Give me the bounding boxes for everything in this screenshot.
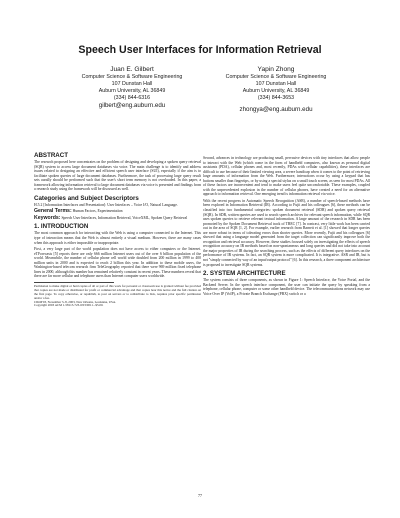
author-email: zhongya@eng.auburn.edu	[239, 106, 313, 114]
conference-line: CIKM'03, November 3–8, 2003, New Orleans, Louisiana, USA.	[34, 299, 116, 304]
copyright-line: Copyright 2003 ACM 1-58113-723-0/03/0011...$5.00.	[34, 303, 104, 308]
footnote-divider	[34, 282, 114, 283]
abstract-text: The research proposed here concentrates on the problem of designing and developing a spoken query retrieval (SQR) system to access large document databases via voice. The main challenge is to identify and address issues related to designing an effective and efficient speech user interface (SUI), especially if the aim is to facilitate spoken queries of large document databases. Furthermore, the task of processing large query result sets aurally should be performed such that the user's short term memory is not overloaded. In this paper, a framework allowing information retrieval to large document databases via voice is presented and findings from a research study using the framework will be discussed as well.	[34, 160, 201, 192]
keywords	[34, 216, 201, 221]
system-architecture-heading: 2. SYSTEM ARCHITECTURE	[203, 270, 286, 278]
author-address: Auburn University, AL 36849	[98, 88, 166, 95]
left-column	[34, 152, 201, 308]
author-block-1	[62, 66, 202, 110]
general-terms-text: Human Factors, Experimentation	[72, 209, 123, 214]
categories-text: H.5.2 [Information Interfaces and Presentation]: User Interfaces – Voice I/O, Natural Language.	[34, 202, 178, 207]
general-terms-label: General Terms:	[34, 208, 72, 215]
author-name: Juan E. Gilbert	[110, 66, 154, 73]
author-address: Auburn University, AL 36849	[242, 88, 310, 95]
author-email: gilbert@eng.auburn.edu	[98, 102, 166, 110]
body-paragraph: Second, advances in technology are producing small, pervasive devices with tiny interfaces that allow people to interact with the Web (which come in the form of handheld computers, also known as personal digital assistants (PDA), cellular phones and, most recently, PDAs with cellular capabilities), these interfaces are difficult to use because of their limited viewing area, a severe handicap when it comes to the point of retrieving large amounts of information from the Web. Furthermore, interactions occur by using a keypad that has buttons smaller than fingertips, or by using a special stylus on a small touch screen, as seen for most PDAs. All of these factors are inconvenient and tend to make users feel quite uncomfortable. These examples, coupled with the unprecedented explosion in the number of cellular phones, have created a need for an alternative approach to information retrieval. One emerging trend is information retrieval via voice.	[203, 156, 370, 197]
author-address: 107 Dunstan Hall	[255, 81, 297, 88]
abstract-heading: ABSTRACT	[34, 152, 69, 159]
intro-paragraph: First, a very large part of the world population does not have access to either computers or the Internet. eTForecasts [5] reports there are only 666 million Internet users out of the over 6 billion population of the world. Meanwhile, the number of cellular phone cell world wide doubled from 200 million in 1999 to 400 million units in 2000 and is expected to reach 2 billion this year. In addition to these mobile users, the Washington-based telecom research firm TeleGeography reported that there were 969 million fixed telephone lines in 2000, although this number has remained relatively constant in recent years. These numbers reveal that there are far more cellular and telephone users than Internet computer users worldwide.	[34, 247, 201, 279]
body-paragraph: With the recent progress in Automatic Speech Recognition (ASR), a number of speech-based methods have been explored in Information Retrieval (IR). According to Fujii and his colleagues [6], these methods can be classified into two fundamental categories: spoken document retrieval (SDR) and spoken query retrieval (SQR). In SDR, written queries are used to search speech archives for relevant speech information, while SQR uses spoken queries to retrieve relevant textual information. A large amount of the research in SDR has been promoted by the Spoken Document Retrieval track of TREC [7]. In contrast, very little work has been carried out in the area of SQR [1, 2]. For example, earlier research from Barnett et al. [1] showed that longer queries are more robust in terms of tolerating errors than shorter queries. More recently, Fujii and his colleagues [6] showed that using a language model generated from the target collection can significantly improve both the recognition and retrieval accuracy. However, these studies focused solely on investigating the effects of speech recognition accuracy on IR methods based on non-spontaneous and long queries and did not take into account the major properties of IR during the searching process, such as the effects of different query interfaces on the performance of IR systems. In fact, an SQR system is more complicated. It is integrative. ASR and IR, but is not "simply connected by way of an input/output protocol" [6]. In this research, a three component architecture is proposed to investigate SQR systems.	[203, 198, 370, 267]
author-name: Yapin Zhong	[257, 66, 295, 73]
copyright-footnote: Permission to make digital or hard copies of all or part of this work for personal or classroom use is granted without fee provided that copies are not made or distributed for profit or commercial advantage and that copies bear this notice and the full citation on the first page. To copy otherwise, or republish, to post on servers or to redistribute to lists, requires prior specific permission and/or a fee.	[34, 283, 201, 300]
author-phone: (334) 844-6316	[113, 95, 151, 102]
author-address: 107 Dunstan Hall	[111, 81, 153, 88]
intro-paragraph: The most common approach for interacting with the Web is using a computer connected to the Internet. This type of interaction means that the Web is almost entirely a visual medium. However, there are many cases when this approach is either impossible or inappropriate.	[34, 231, 201, 245]
introduction-heading: 1. INTRODUCTION	[34, 223, 89, 231]
author-phone: (334) 844-3653	[257, 95, 295, 102]
right-column	[203, 156, 370, 297]
author-affiliation: Computer Science & Software Engineering	[81, 74, 183, 81]
general-terms	[34, 209, 201, 214]
keywords-label: Keywords:	[34, 214, 61, 221]
body-paragraph: The system consists of three components, as shown in Figure 1: Speech Interface, the Voice Portal, and the Backend Server. In the speech interface component, the user can initiate the query by speaking from a telephone, cellular phone, computer or some other handheld device. The telecommunications network may use Voice Over IP (VoIP), a Private Branch Exchange (PBX) switch or a	[203, 278, 370, 296]
author-affiliation: Computer Science & Software Engineering	[225, 74, 327, 81]
paper-title: Speech User Interfaces for Information Retrieval	[78, 44, 322, 56]
keywords-text: Speech User Interfaces, Information Retrieval, VoiceXML, Spoken Query Retrieval	[61, 215, 188, 220]
page-number: 77	[198, 493, 202, 498]
categories-heading: Categories and Subject Descriptors	[34, 194, 139, 202]
author-block-2	[206, 66, 346, 114]
